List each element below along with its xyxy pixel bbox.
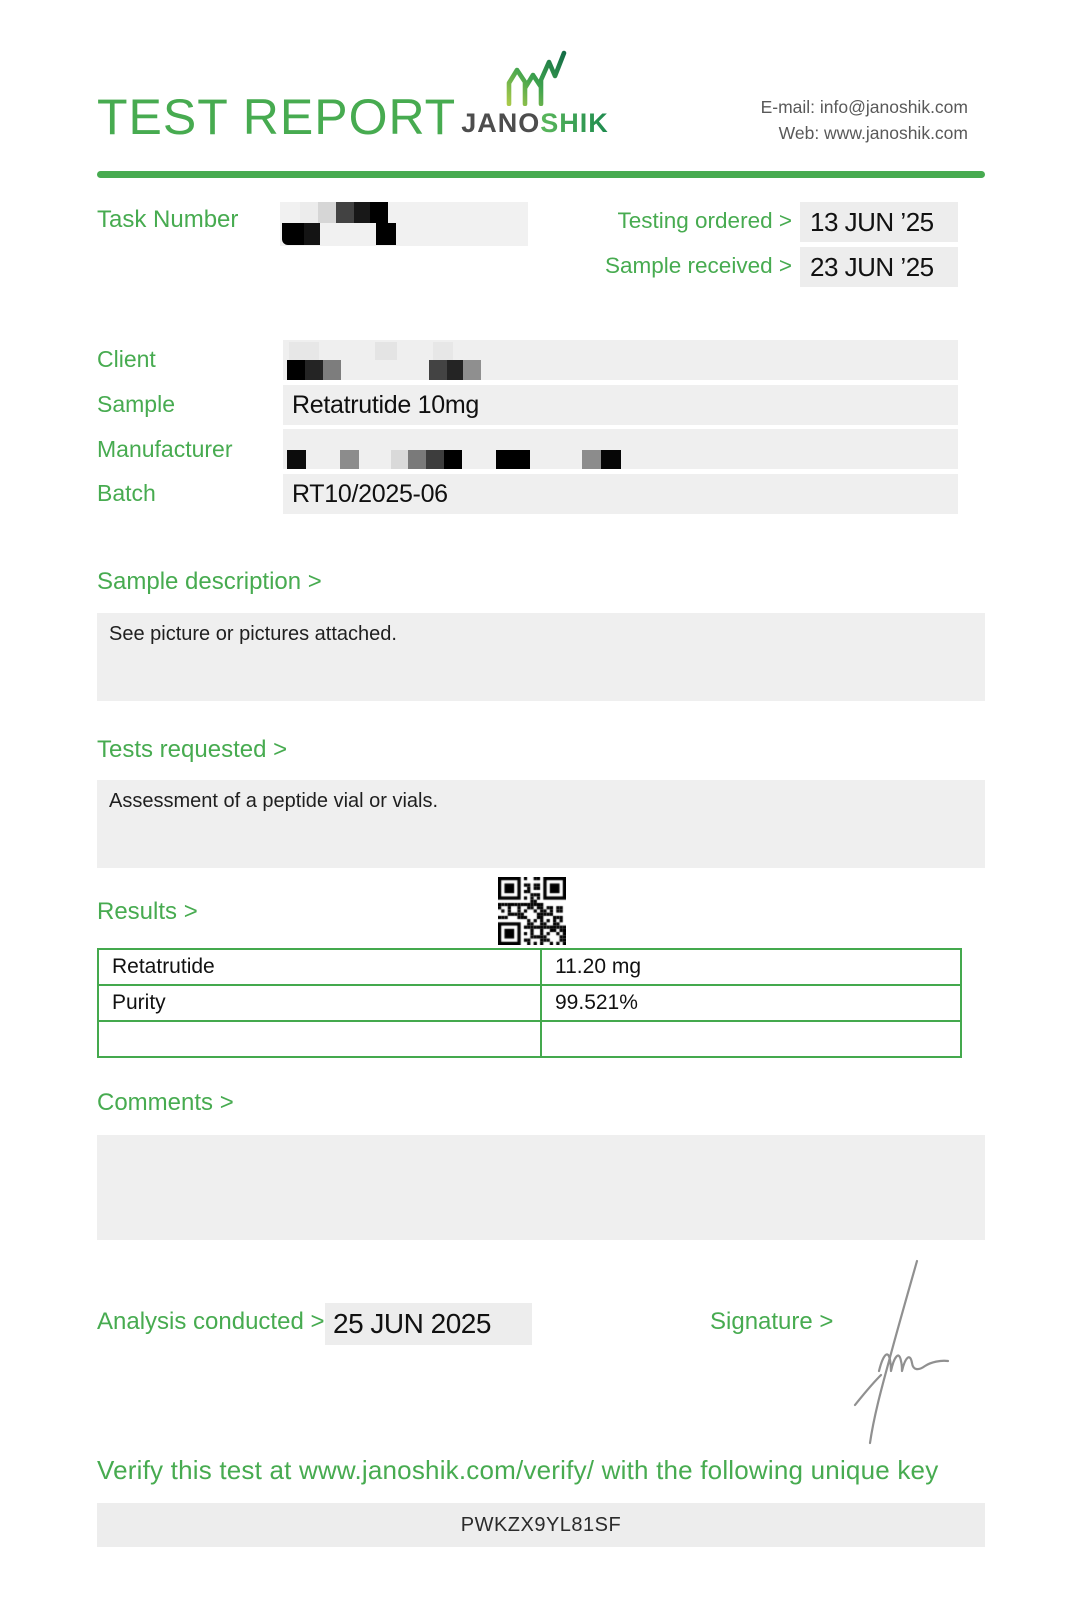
sample-description-text: See picture or pictures attached. (109, 623, 397, 645)
comments-heading: Comments > (97, 1089, 234, 1116)
client-redacted (283, 340, 958, 380)
redaction-block (323, 360, 341, 380)
testing-ordered-label: Testing ordered > (617, 208, 792, 233)
brand-wordmark (450, 108, 620, 139)
brand-jano: JANO (461, 108, 541, 138)
task-number-label: Task Number (97, 206, 239, 233)
analysis-conducted-value: 25 JUN 2025 (325, 1303, 532, 1345)
redaction-block (300, 202, 318, 223)
email-line: E-mail: info@janoshik.com (760, 97, 968, 117)
signature-label: Signature > (710, 1308, 834, 1335)
comments-box (97, 1135, 985, 1240)
redaction-block (582, 450, 601, 469)
sample-label: Sample (97, 391, 175, 417)
manufacturer-label: Manufacturer (97, 436, 233, 462)
result-value-cell: 99.521% (541, 985, 961, 1021)
table-row (98, 949, 961, 985)
tests-requested-heading: Tests requested > (97, 736, 288, 763)
page-title: TEST REPORT (97, 89, 457, 145)
redaction-block (601, 450, 621, 469)
redaction-block (354, 202, 370, 223)
sample-received-label: Sample received > (605, 253, 792, 278)
redaction-block (282, 223, 304, 245)
result-name-cell (98, 1021, 541, 1057)
tests-requested-box (97, 780, 985, 868)
redaction-block (376, 223, 396, 245)
qr-code (498, 877, 566, 945)
redaction-block (463, 360, 481, 380)
redaction-block (336, 202, 354, 223)
signature-scribble (845, 1253, 960, 1448)
redaction-block (305, 360, 323, 380)
result-value-cell: 11.20 mg (541, 949, 961, 985)
redaction-block (289, 342, 319, 360)
manufacturer-redacted (283, 429, 958, 469)
redaction-block (426, 450, 444, 469)
batch-value: RT10/2025-06 (283, 474, 958, 514)
redaction-block (433, 342, 453, 360)
redaction-block (370, 202, 388, 223)
brand-shik: SHIK (540, 108, 609, 138)
sample-value: Retatrutide 10mg (283, 385, 958, 425)
redaction-block (304, 223, 320, 245)
task-number-redacted (280, 202, 528, 246)
janoshik-logo (450, 50, 620, 139)
client-label: Client (97, 346, 156, 372)
contact-block (761, 94, 968, 146)
redaction-block (391, 450, 408, 469)
results-heading: Results > (97, 898, 198, 925)
batch-label: Batch (97, 480, 156, 506)
redaction-block (340, 450, 359, 469)
result-name-cell: Purity (98, 985, 541, 1021)
result-value-cell (541, 1021, 961, 1057)
redaction-block (444, 450, 462, 469)
verify-key: PWKZX9YL81SF (97, 1503, 985, 1547)
analysis-conducted-label: Analysis conducted > (97, 1308, 325, 1335)
redaction-block (287, 450, 306, 469)
testing-ordered-value: 13 JUN ’25 (800, 202, 958, 242)
table-row (98, 1021, 961, 1057)
sample-description-heading: Sample description > (97, 568, 322, 595)
redaction-block (408, 450, 426, 469)
verify-instruction: Verify this test at www.janoshik.com/verify/ with the following unique key (97, 1455, 939, 1485)
web-line: Web: www.janoshik.com (778, 123, 968, 143)
result-name-cell: Retatrutide (98, 949, 541, 985)
redaction-block (447, 360, 463, 380)
redaction-block (318, 202, 336, 223)
tests-requested-text: Assessment of a peptide vial or vials. (109, 790, 439, 812)
redaction-block (287, 360, 305, 380)
chart-logo-icon (502, 50, 568, 106)
redaction-block (429, 360, 447, 380)
sample-received-value: 23 JUN ’25 (800, 247, 958, 287)
redaction-block (375, 342, 397, 360)
redaction-block (496, 450, 530, 469)
sample-description-box (97, 613, 985, 701)
results-table (97, 948, 962, 1058)
table-row (98, 985, 961, 1021)
header-divider (97, 171, 985, 178)
